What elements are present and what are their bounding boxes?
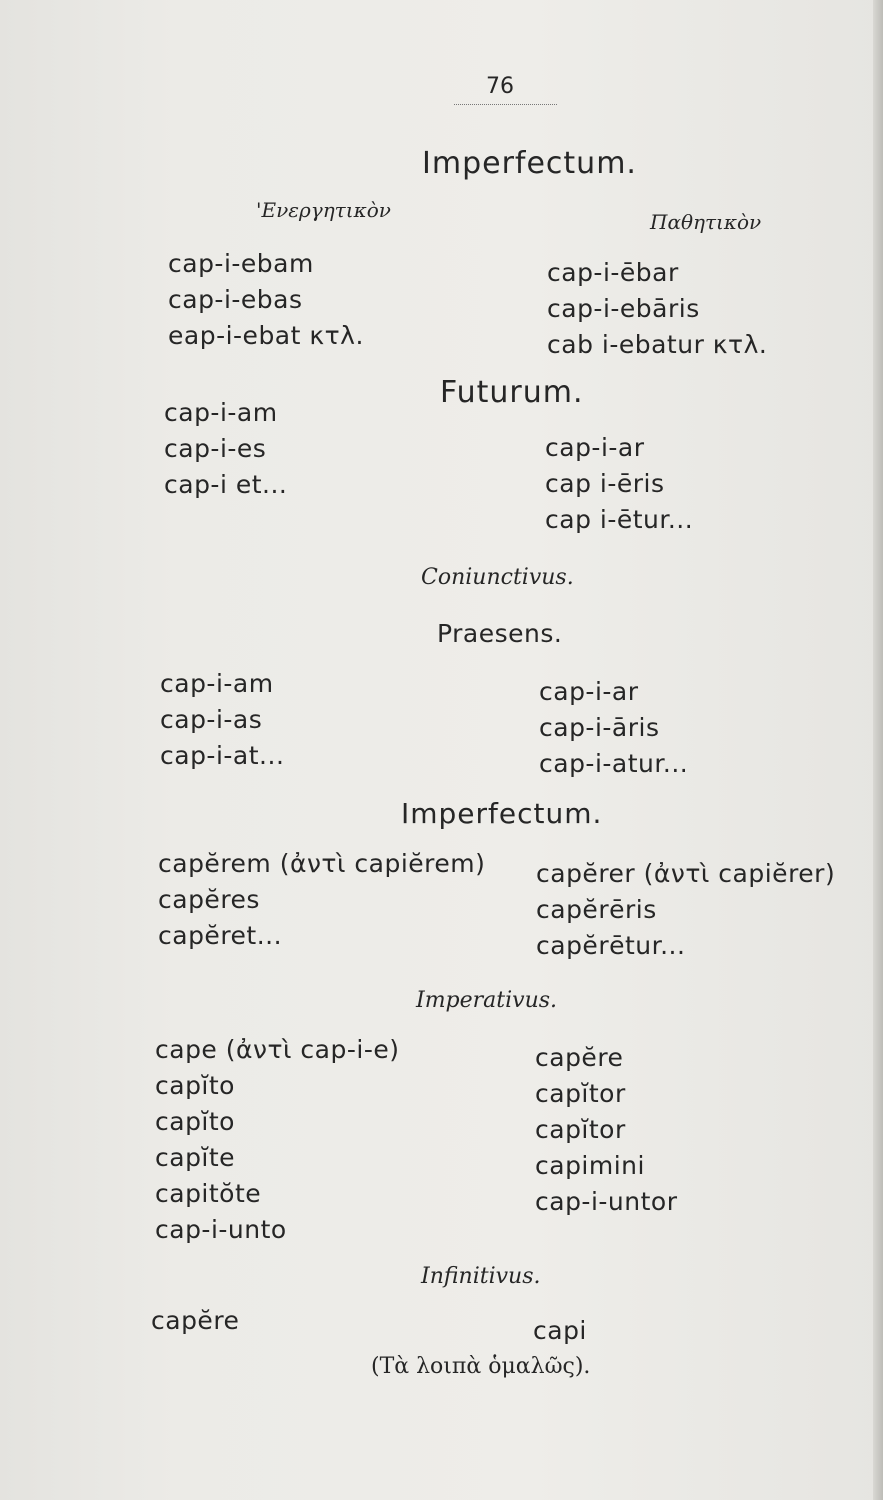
list-item: capĕrer (ἀντὶ capiĕrer): [536, 859, 836, 888]
footer-note: (Τὰ λοιπὰ ὁμαλῶς).: [371, 1354, 591, 1379]
page-number-rule: [454, 104, 557, 105]
list-item: cap-i-ar: [539, 677, 639, 706]
imperfectum-passive-list: [547, 255, 767, 363]
imperativus-passive-list: [535, 1040, 678, 1220]
list-item: cap-i-unto: [155, 1215, 287, 1244]
list-item: cap-i-āris: [539, 713, 660, 742]
list-item: cap-i-ebam: [168, 249, 314, 278]
heading-infinitivus: Infinitivus.: [421, 1264, 541, 1289]
list-item: cap-i-as: [160, 705, 263, 734]
list-item: cap-i et...: [164, 470, 288, 499]
list-item: cap-i-ar: [545, 433, 645, 462]
imperativus-active-list: [155, 1032, 399, 1248]
list-item: cap-i-am: [160, 669, 274, 698]
list-item: cap i-ēris: [545, 469, 665, 498]
list-item: eap-i-ebat κτλ.: [168, 321, 364, 350]
list-item: capĭtor: [535, 1115, 626, 1144]
list-item: capĕre: [535, 1043, 624, 1072]
imperfectum-coniunctivus-passive-list: [536, 856, 835, 964]
futurum-passive-list: [545, 430, 693, 538]
infinitivus-passive: capi: [533, 1316, 587, 1345]
futurum-active-list: [164, 395, 287, 503]
list-item: capĭte: [155, 1143, 236, 1172]
imperfectum-active-list: [168, 246, 364, 354]
list-item: capĕres: [158, 885, 260, 914]
list-item: capĕret...: [158, 921, 283, 950]
list-item: capĕrēris: [536, 895, 657, 924]
list-item: cap-i-ebāris: [547, 294, 700, 323]
list-item: cap i-ētur...: [545, 505, 694, 534]
list-item: capĭtor: [535, 1079, 626, 1108]
list-item: capĕrem (ἀντὶ capiĕrem): [158, 849, 486, 878]
page-edge-shadow: [873, 0, 883, 1500]
list-item: cap-i-ebas: [168, 285, 303, 314]
page-number: 76: [486, 74, 514, 99]
list-item: cap-i-at...: [160, 741, 285, 770]
heading-imperativus: Imperativus.: [416, 988, 558, 1013]
list-item: cab i-ebatur κτλ.: [547, 330, 768, 359]
imperfectum-coniunctivus-active-list: [158, 846, 485, 954]
heading-imperfectum: Imperfectum.: [422, 146, 637, 181]
list-item: capitŏte: [155, 1179, 262, 1208]
praesens-active-list: [160, 666, 284, 774]
label-passive-voice: Παθητικὸν: [650, 210, 762, 234]
infinitivus-active: capĕre: [151, 1306, 240, 1335]
praesens-passive-list: [539, 674, 688, 782]
list-item: cap-i-am: [164, 398, 278, 427]
list-item: capĭto: [155, 1071, 235, 1100]
list-item: capimini: [535, 1151, 645, 1180]
heading-imperfectum-coniunctivus: Imperfectum.: [401, 797, 603, 830]
list-item: capĕrētur...: [536, 931, 686, 960]
label-active-voice: 'Ενεργητικὸν: [256, 198, 391, 222]
heading-futurum: Futurum.: [440, 375, 584, 410]
list-item: cap-i-atur...: [539, 749, 689, 778]
list-item: cape (ἀντὶ cap-i-e): [155, 1035, 400, 1064]
heading-coniunctivus: Coniunctivus.: [421, 565, 574, 590]
list-item: cap-i-ēbar: [547, 258, 679, 287]
list-item: capĭto: [155, 1107, 235, 1136]
list-item: cap-i-es: [164, 434, 267, 463]
list-item: cap-i-untor: [535, 1187, 678, 1216]
heading-praesens: Praesens.: [437, 619, 563, 648]
